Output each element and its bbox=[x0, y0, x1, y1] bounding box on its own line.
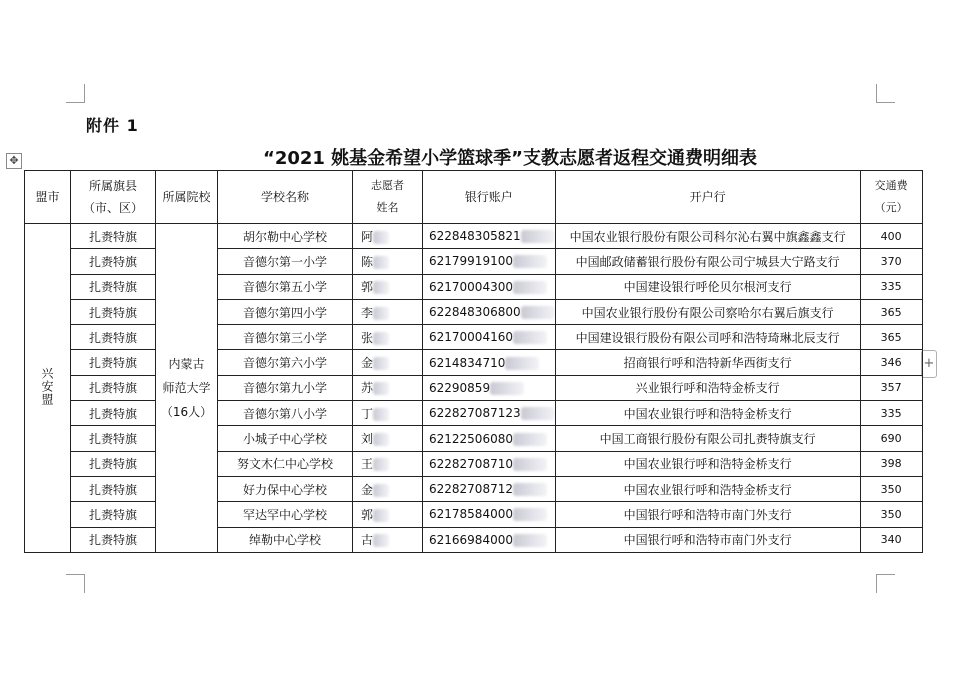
volunteer-name-cell bbox=[353, 325, 423, 350]
account-number: 62166984000 bbox=[429, 532, 513, 547]
bank-cell: 中国银行呼和浩特市南门外支行 bbox=[555, 502, 860, 527]
volunteer-name-cell bbox=[353, 451, 423, 476]
redaction-blur bbox=[373, 458, 389, 471]
volunteer-name: 刘 bbox=[361, 432, 374, 447]
volunteer-name: 张 bbox=[361, 330, 374, 345]
volunteer-name: 金 bbox=[361, 356, 374, 371]
redaction-blur bbox=[373, 332, 389, 345]
header-bank: 开户行 bbox=[555, 171, 860, 224]
account-cell bbox=[423, 249, 556, 274]
fee-cell: 370 bbox=[860, 249, 922, 274]
redaction-blur bbox=[513, 458, 547, 471]
bank-cell: 中国工商银行股份有限公司扎赉特旗支行 bbox=[555, 426, 860, 451]
table-move-handle[interactable] bbox=[6, 153, 22, 169]
volunteer-name: 郭 bbox=[361, 507, 374, 522]
school-cell: 音德尔第四小学 bbox=[218, 299, 353, 324]
redaction-blur bbox=[373, 382, 389, 395]
county-cell: 扎赉特旗 bbox=[71, 476, 156, 501]
bank-cell: 中国农业银行股份有限公司科尔沁右翼中旗鑫鑫支行 bbox=[555, 224, 860, 249]
header-account: 银行账户 bbox=[423, 171, 556, 224]
volunteer-name: 王 bbox=[361, 457, 374, 472]
crop-mark-top-right bbox=[876, 84, 895, 103]
bank-cell: 中国农业银行股份有限公司察哈尔右翼后旗支行 bbox=[555, 299, 860, 324]
redaction-blur bbox=[513, 508, 547, 521]
account-number: 62179919100 bbox=[429, 254, 513, 269]
header-school: 学校名称 bbox=[218, 171, 353, 224]
account-cell bbox=[423, 502, 556, 527]
school-cell: 小城子中心学校 bbox=[218, 426, 353, 451]
fee-cell: 350 bbox=[860, 502, 922, 527]
expense-table bbox=[24, 170, 923, 553]
fee-cell: 335 bbox=[860, 274, 922, 299]
document-title: “2021 姚基金希望小学篮球季”支教志愿者返程交通费明细表 bbox=[262, 148, 758, 169]
header-college: 所属院校 bbox=[156, 171, 218, 224]
college-line3: （16人） bbox=[160, 404, 213, 419]
account-cell bbox=[423, 325, 556, 350]
volunteer-name-cell bbox=[353, 375, 423, 400]
redaction-blur bbox=[373, 408, 389, 421]
table-row bbox=[25, 224, 923, 249]
crop-mark-bottom-right bbox=[876, 574, 895, 593]
volunteer-name: 阿 bbox=[361, 229, 374, 244]
volunteer-name: 李 bbox=[361, 305, 374, 320]
header-county-line2: （市、区） bbox=[82, 201, 143, 215]
bank-cell: 中国建设银行呼伦贝尔根河支行 bbox=[555, 274, 860, 299]
school-cell: 罕达罕中心学校 bbox=[218, 502, 353, 527]
county-cell: 扎赉特旗 bbox=[71, 325, 156, 350]
account-number: 6214834710 bbox=[429, 355, 506, 370]
school-cell: 音德尔第五小学 bbox=[218, 274, 353, 299]
fee-cell: 365 bbox=[860, 299, 922, 324]
volunteer-name-cell bbox=[353, 299, 423, 324]
account-number: 622848305821 bbox=[429, 229, 521, 244]
redaction-blur bbox=[373, 433, 389, 446]
college-line1: 内蒙古 bbox=[168, 356, 205, 371]
header-volunteer-line1: 志愿者 bbox=[371, 179, 404, 192]
county-cell: 扎赉特旗 bbox=[71, 527, 156, 552]
crop-mark-top-left bbox=[66, 84, 85, 103]
fee-cell: 357 bbox=[860, 375, 922, 400]
redaction-blur bbox=[373, 484, 389, 497]
school-cell: 音德尔第三小学 bbox=[218, 325, 353, 350]
account-number: 62282708712 bbox=[429, 482, 513, 497]
school-cell: 音德尔第九小学 bbox=[218, 375, 353, 400]
volunteer-name: 金 bbox=[361, 482, 374, 497]
redaction-blur bbox=[513, 331, 547, 344]
move-cross-icon: ✥ bbox=[9, 154, 19, 167]
bank-cell: 招商银行呼和浩特新华西街支行 bbox=[555, 350, 860, 375]
header-fee bbox=[860, 171, 922, 224]
attachment-label: 附件 1 bbox=[86, 116, 139, 135]
college-cell bbox=[156, 224, 218, 553]
header-row bbox=[25, 171, 923, 224]
volunteer-name-cell bbox=[353, 224, 423, 249]
volunteer-name-cell bbox=[353, 274, 423, 299]
volunteer-name: 苏 bbox=[361, 381, 374, 396]
redaction-blur bbox=[373, 281, 389, 294]
volunteer-name: 陈 bbox=[361, 254, 374, 269]
redaction-blur bbox=[513, 534, 547, 547]
volunteer-name-cell bbox=[353, 527, 423, 552]
school-cell: 胡尔勒中心学校 bbox=[218, 224, 353, 249]
account-number: 62170004160 bbox=[429, 330, 513, 345]
account-number: 62290859 bbox=[429, 380, 491, 395]
account-number: 62122506080 bbox=[429, 431, 513, 446]
fee-cell: 340 bbox=[860, 527, 922, 552]
fee-cell: 365 bbox=[860, 325, 922, 350]
account-number: 62178584000 bbox=[429, 507, 513, 522]
county-cell: 扎赉特旗 bbox=[71, 426, 156, 451]
volunteer-name-cell bbox=[353, 401, 423, 426]
county-cell: 扎赉特旗 bbox=[71, 401, 156, 426]
header-volunteer bbox=[353, 171, 423, 224]
account-cell bbox=[423, 426, 556, 451]
account-number: 622848306800 bbox=[429, 305, 521, 320]
bank-cell: 中国银行呼和浩特市南门外支行 bbox=[555, 527, 860, 552]
school-cell: 音德尔第六小学 bbox=[218, 350, 353, 375]
account-cell bbox=[423, 527, 556, 552]
bank-cell: 中国农业银行呼和浩特金桥支行 bbox=[555, 451, 860, 476]
account-cell bbox=[423, 299, 556, 324]
county-cell: 扎赉特旗 bbox=[71, 274, 156, 299]
bank-cell: 中国农业银行呼和浩特金桥支行 bbox=[555, 476, 860, 501]
volunteer-name: 郭 bbox=[361, 280, 374, 295]
header-fee-line2: （元） bbox=[874, 201, 908, 214]
school-cell: 好力保中心学校 bbox=[218, 476, 353, 501]
league-cell bbox=[25, 224, 71, 553]
redaction-blur bbox=[373, 357, 389, 370]
redaction-blur bbox=[373, 534, 389, 547]
account-cell bbox=[423, 451, 556, 476]
county-cell: 扎赉特旗 bbox=[71, 249, 156, 274]
bank-cell: 中国农业银行呼和浩特金桥支行 bbox=[555, 401, 860, 426]
fee-cell: 350 bbox=[860, 476, 922, 501]
redaction-blur bbox=[373, 231, 389, 244]
redaction-blur bbox=[513, 255, 547, 268]
crop-mark-bottom-left bbox=[66, 574, 85, 593]
volunteer-name-cell bbox=[353, 249, 423, 274]
school-cell: 音德尔第一小学 bbox=[218, 249, 353, 274]
volunteer-name: 古 bbox=[361, 533, 374, 548]
school-cell: 努文木仁中心学校 bbox=[218, 451, 353, 476]
fee-cell: 398 bbox=[860, 451, 922, 476]
account-cell bbox=[423, 375, 556, 400]
fee-cell: 335 bbox=[860, 401, 922, 426]
volunteer-name-cell bbox=[353, 502, 423, 527]
header-county bbox=[71, 171, 156, 224]
redaction-blur bbox=[513, 281, 547, 294]
account-cell bbox=[423, 401, 556, 426]
bank-cell: 中国建设银行股份有限公司呼和浩特琦琳北辰支行 bbox=[555, 325, 860, 350]
county-cell: 扎赉特旗 bbox=[71, 451, 156, 476]
volunteer-name-cell bbox=[353, 350, 423, 375]
bank-cell: 中国邮政储蓄银行股份有限公司宁城县大宁路支行 bbox=[555, 249, 860, 274]
account-cell bbox=[423, 274, 556, 299]
account-cell bbox=[423, 476, 556, 501]
school-cell: 绰勒中心学校 bbox=[218, 527, 353, 552]
county-cell: 扎赉特旗 bbox=[71, 224, 156, 249]
school-cell: 音德尔第八小学 bbox=[218, 401, 353, 426]
account-number: 62282708710 bbox=[429, 456, 513, 471]
county-cell: 扎赉特旗 bbox=[71, 299, 156, 324]
college-line2: 师范大学 bbox=[162, 380, 211, 395]
table-add-column-button[interactable] bbox=[921, 350, 937, 378]
account-number: 622827087123 bbox=[429, 406, 521, 421]
bank-cell: 兴业银行呼和浩特金桥支行 bbox=[555, 375, 860, 400]
header-county-line1: 所属旗县 bbox=[88, 179, 137, 193]
header-volunteer-line2: 姓名 bbox=[376, 201, 399, 214]
league-value: 兴安盟 bbox=[40, 366, 54, 406]
redaction-blur bbox=[521, 230, 555, 243]
fee-cell: 346 bbox=[860, 350, 922, 375]
county-cell: 扎赉特旗 bbox=[71, 375, 156, 400]
redaction-blur bbox=[373, 509, 389, 522]
volunteer-name-cell bbox=[353, 476, 423, 501]
redaction-blur bbox=[521, 306, 555, 319]
redaction-blur bbox=[513, 483, 547, 496]
redaction-blur bbox=[490, 382, 524, 395]
volunteer-name-cell bbox=[353, 426, 423, 451]
redaction-blur bbox=[505, 357, 539, 370]
county-cell: 扎赉特旗 bbox=[71, 502, 156, 527]
redaction-blur bbox=[373, 307, 389, 320]
county-cell: 扎赉特旗 bbox=[71, 350, 156, 375]
header-league: 盟市 bbox=[25, 171, 71, 224]
redaction-blur bbox=[521, 407, 555, 420]
account-cell bbox=[423, 350, 556, 375]
fee-cell: 690 bbox=[860, 426, 922, 451]
header-fee-line1: 交通费 bbox=[874, 179, 908, 192]
redaction-blur bbox=[373, 256, 389, 269]
account-cell bbox=[423, 224, 556, 249]
redaction-blur bbox=[513, 433, 547, 446]
plus-icon: + bbox=[923, 356, 935, 371]
fee-cell: 400 bbox=[860, 224, 922, 249]
volunteer-name: 丁 bbox=[361, 406, 374, 421]
account-number: 62170004300 bbox=[429, 279, 513, 294]
